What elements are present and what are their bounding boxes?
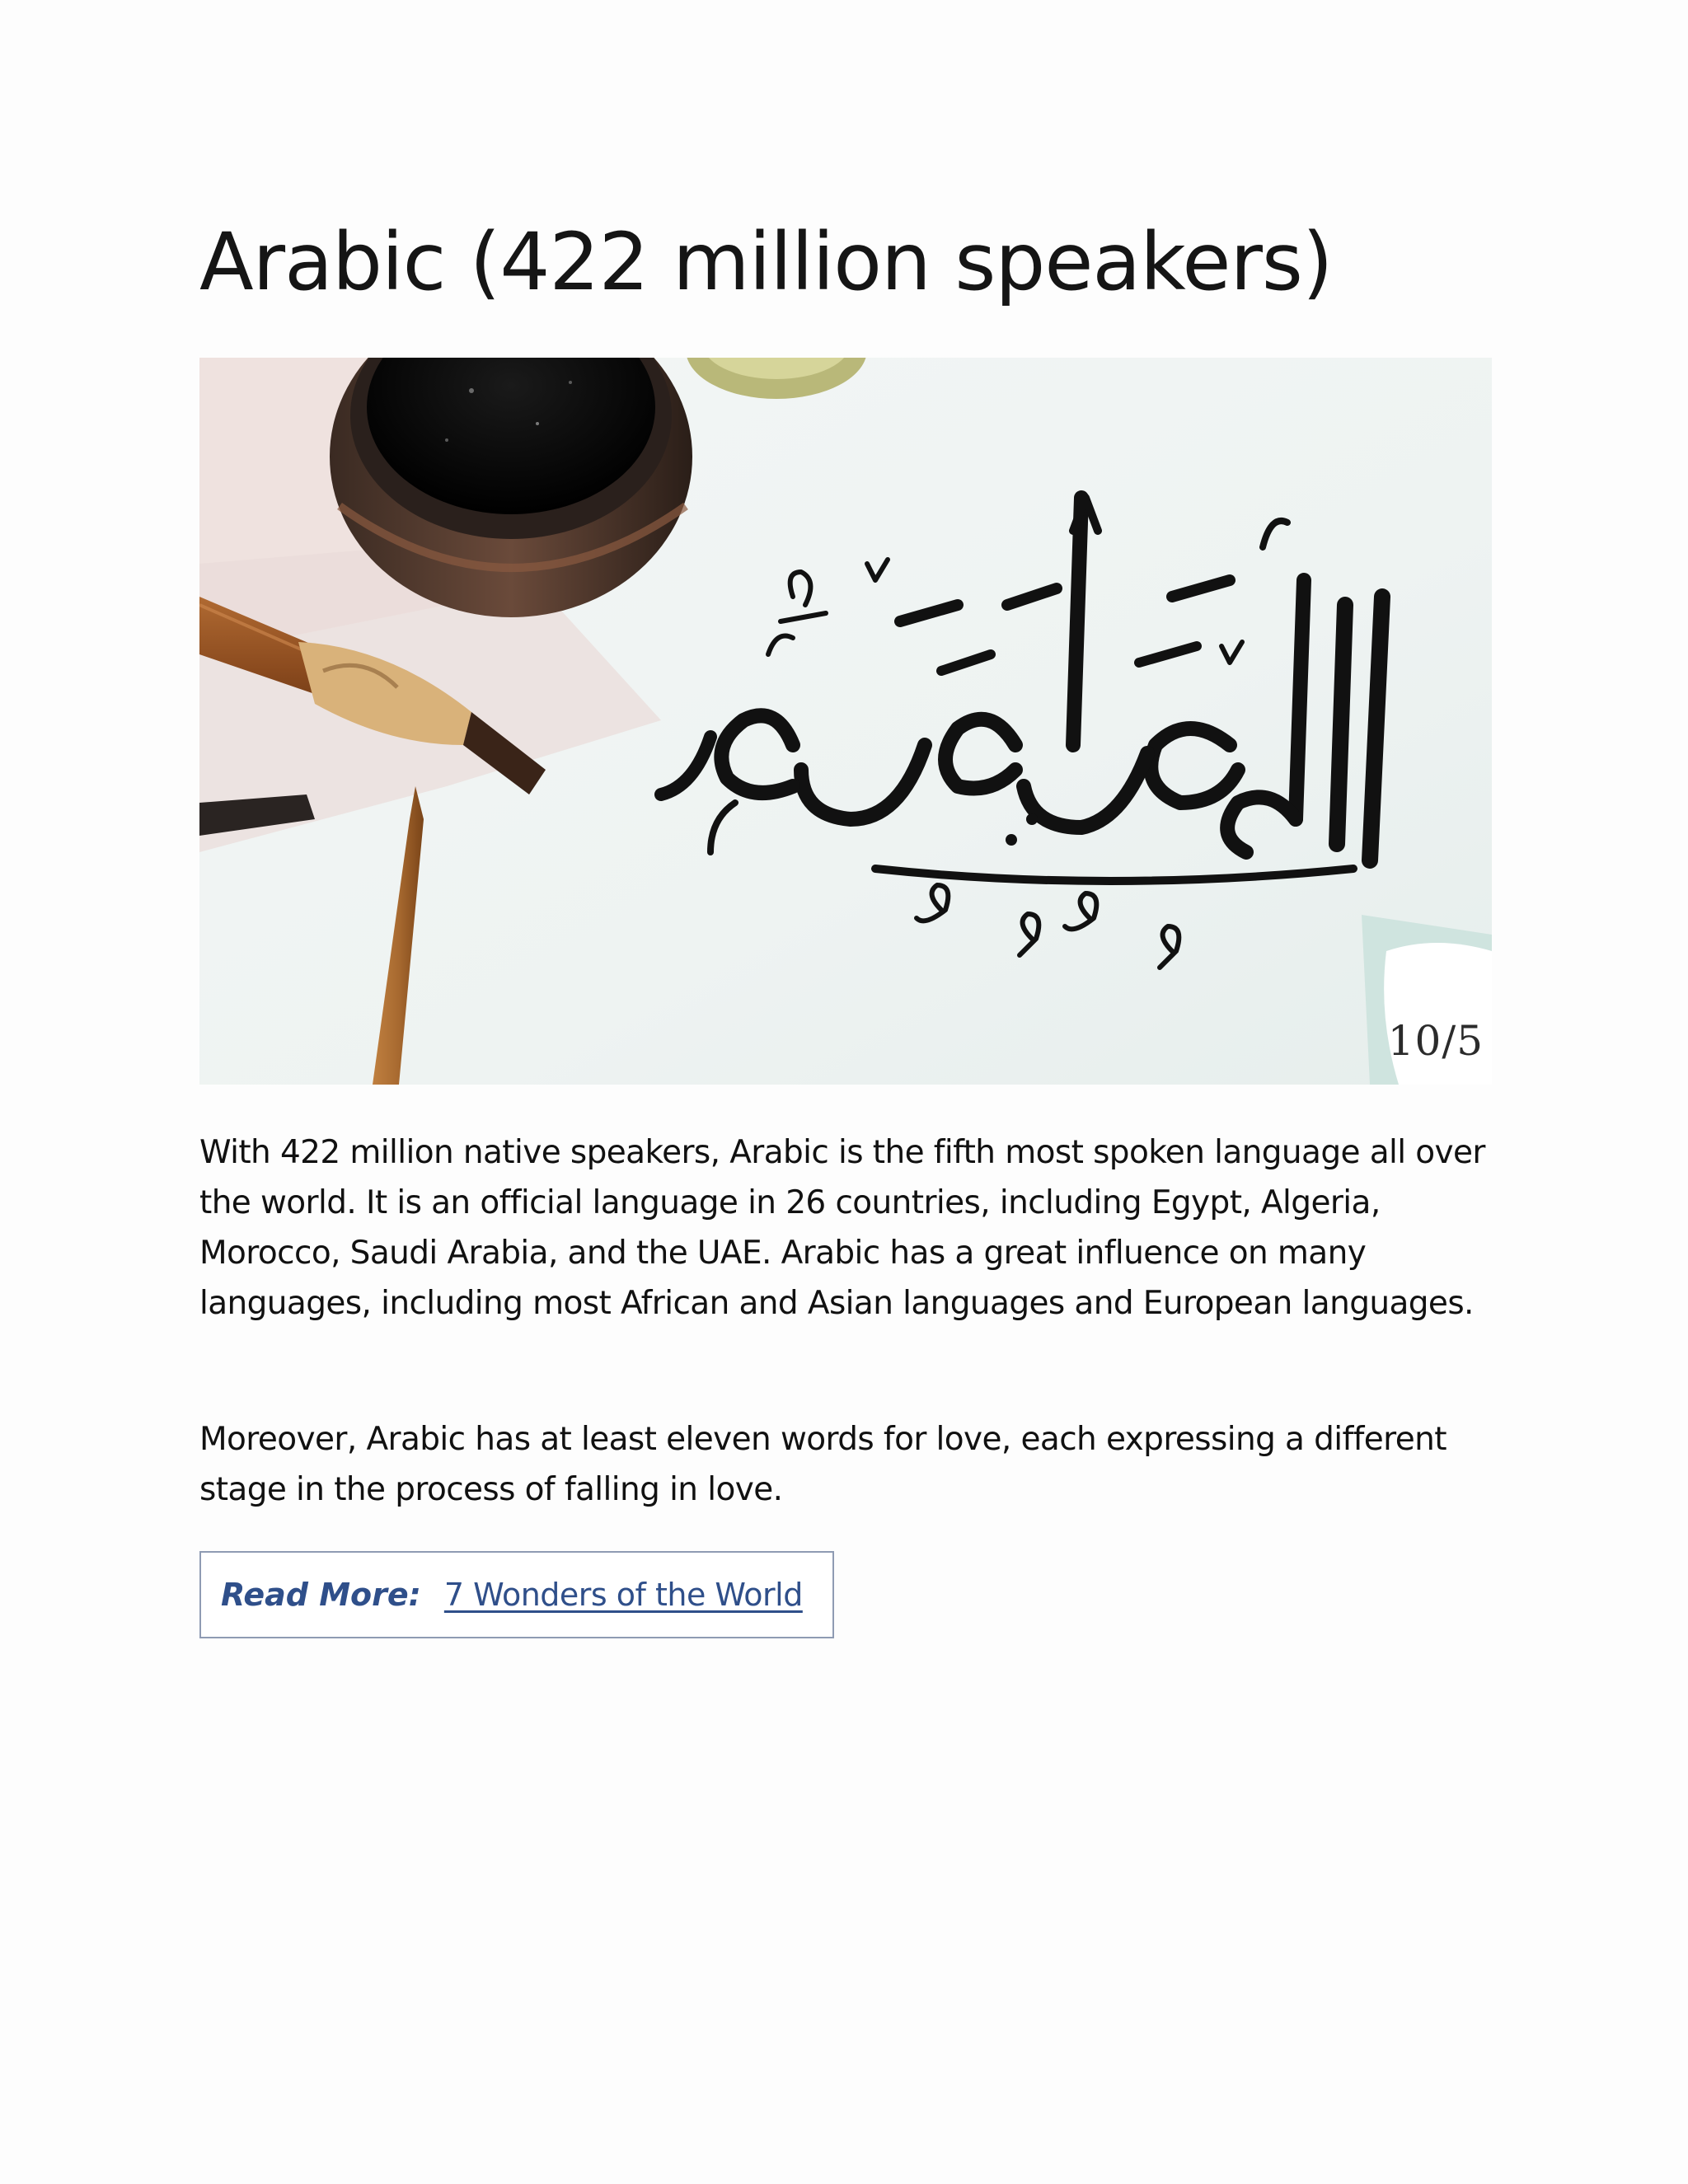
read-more-label: Read More:: [221, 1577, 421, 1613]
paragraph-intro: With 422 million native speakers, Arabic is the fifth most spoken language all over the world. It is an official language in 26 countries, including Egypt, Algeria, Morocco, Saudi Arabia, and the UAE. Arabic has a great influence on many languages, including most African and Asian languages and European languages.: [199, 1134, 1485, 1322]
hero-image: [199, 358, 1492, 1085]
slide-counter: 10/5: [1387, 1017, 1484, 1065]
page-title: Arabic (422 million speakers): [199, 216, 1333, 308]
read-more-box: [199, 1551, 834, 1638]
calligraphy-photo: [199, 358, 1492, 1085]
read-more-link[interactable]: 7 Wonders of the World: [443, 1577, 803, 1613]
paragraph-love-words: Moreover, Arabic has at least eleven words for love, each expressing a different stage in the process of falling in love.: [199, 1421, 1447, 1508]
